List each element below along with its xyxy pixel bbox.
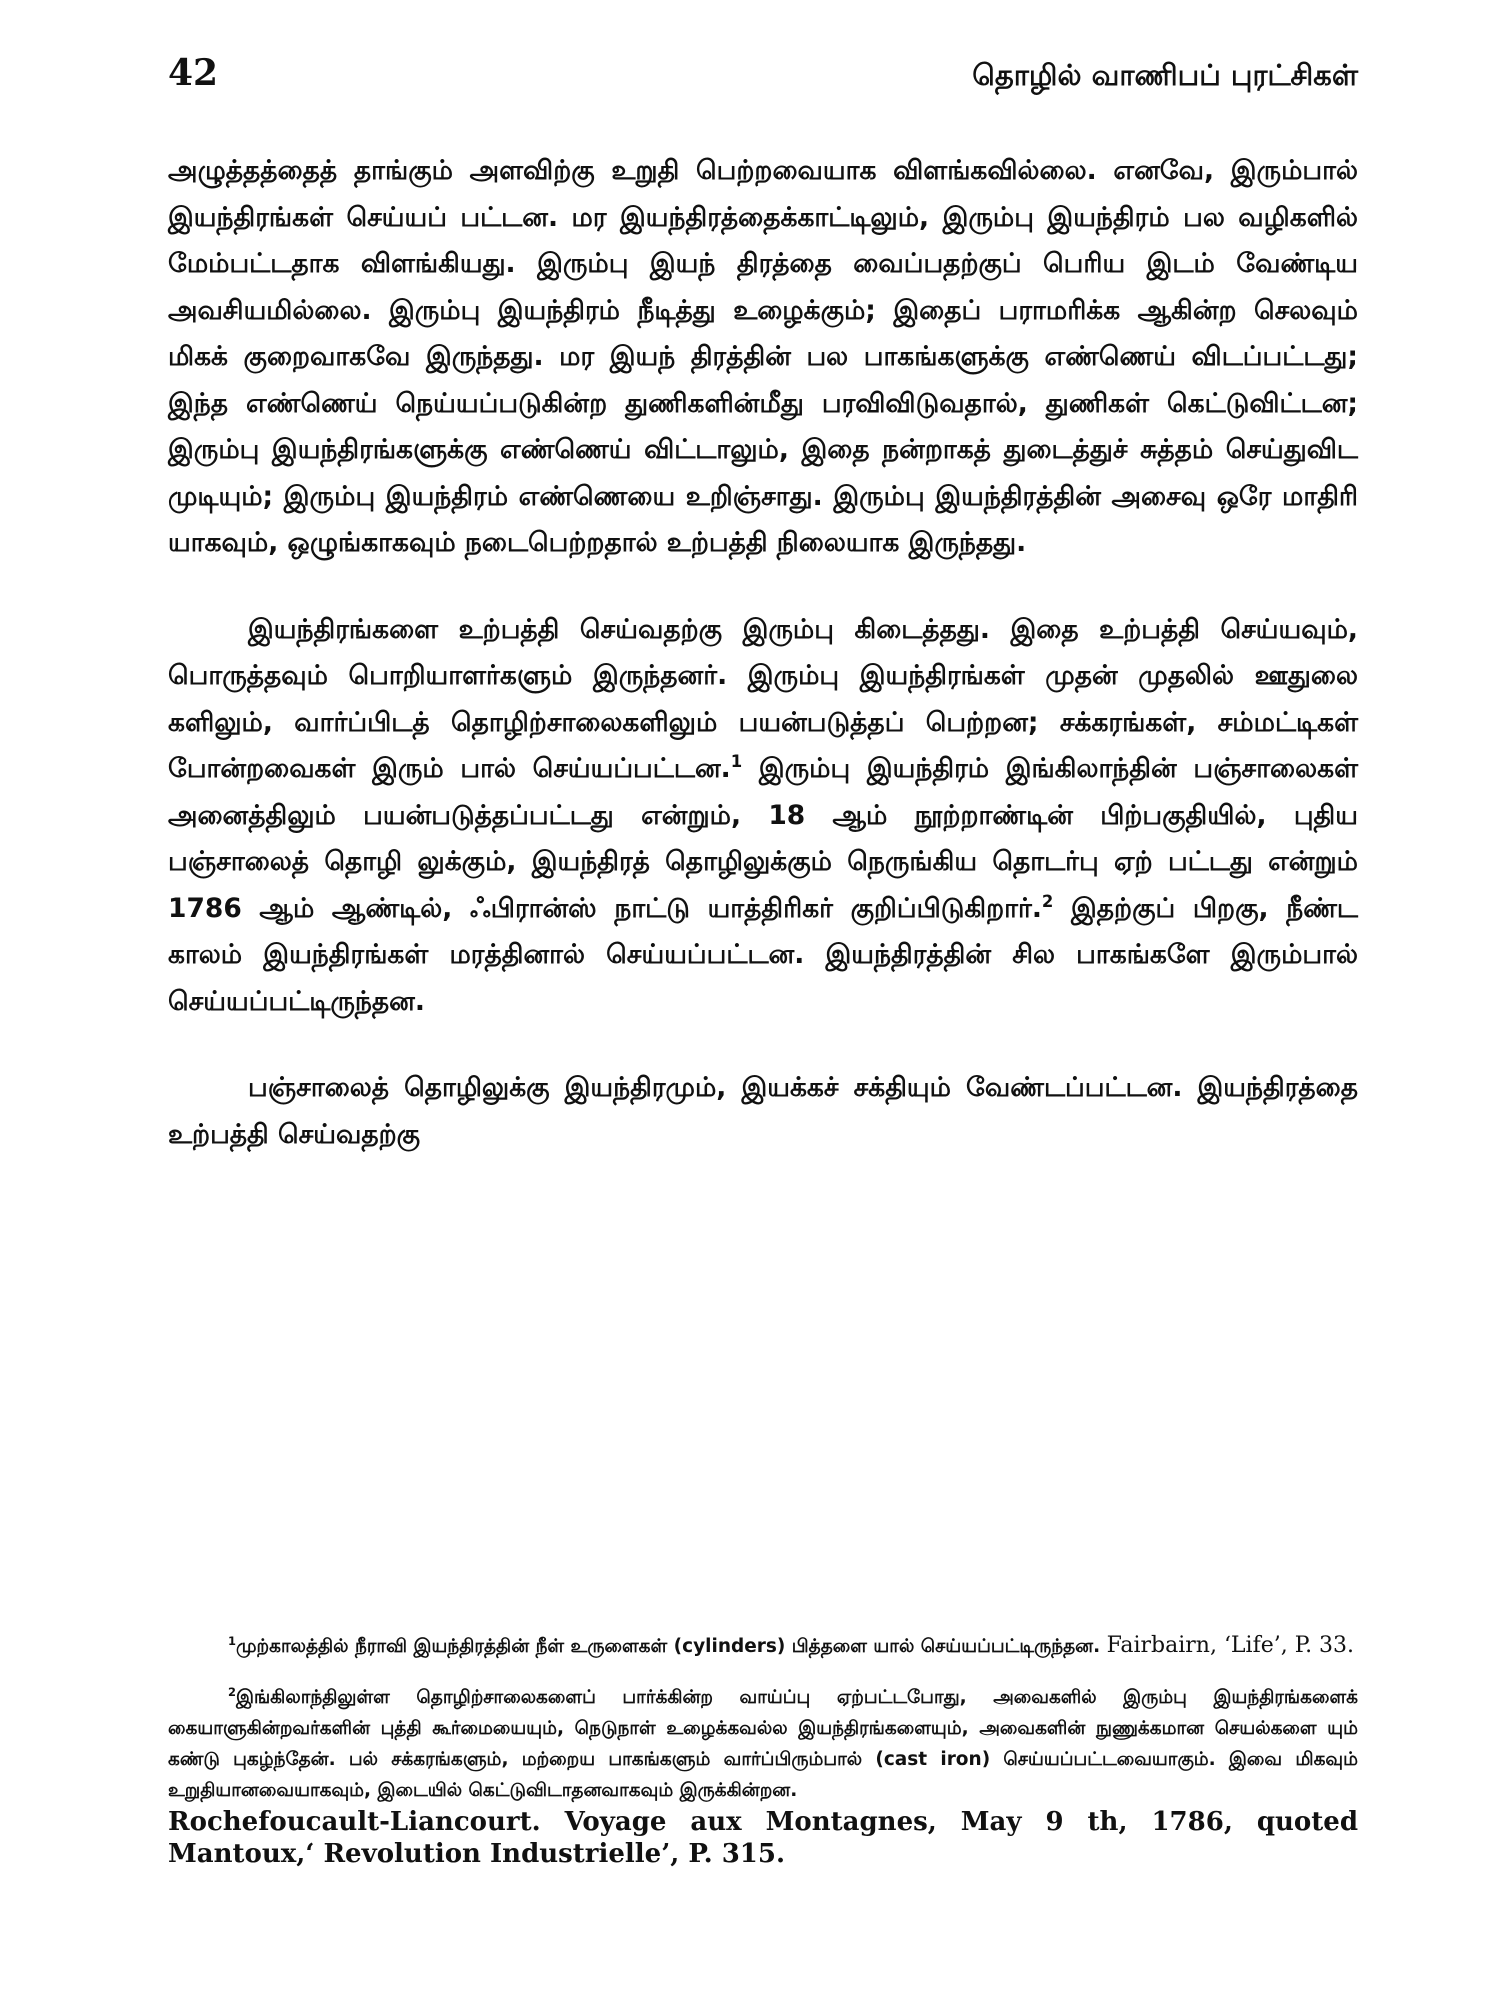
footnote-2 (168, 1682, 1358, 1870)
paragraph-1: அழுத்தத்தைத் தாங்கும் அளவிற்கு உறுதி பெற்றவையாக விளங்கவில்லை. எனவே, இரும்பால் இயந்திரங்கள் செய்யப் பட்டன. மர இயந்திரத்தைக்காட்டிலும், இரும்பு இயந்திரம் பல வழிகளில் மேம்பட்டதாக விளங்கியது. இரும்பு இயந் திரத்தை வைப்பதற்குப் பெரிய இடம் வேண்டிய அவசியமில்லை. இரும்பு இயந்திரம் நீடித்து உழைக்கும்; இதைப் பராமரிக்க ஆகின்ற செலவும் மிகக் குறைவாகவே இருந்தது. மர இயந் திரத்தின் பல பாகங்களுக்கு எண்ணெய் விடப்பட்டது; இந்த எண்ணெய் நெய்யப்படுகின்ற துணிகளின்மீது பரவிவிடுவதால், துணிகள் கெட்டுவிட்டன; இரும்பு இயந்திரங்களுக்கு எண்ணெய் விட்டாலும், இதை நன்றாகத் துடைத்துச் சுத்தம் செய்துவிட முடியும்; இரும்பு இயந்திரம் எண்ணெயை உறிஞ்சாது. இரும்பு இயந்திரத்தின் அசைவு ஒரே மாதிரி யாகவும், ஒழுங்காகவும் நடைபெற்றதால் உற்பத்தி நிலையாக இருந்தது. (168, 155, 1358, 558)
footnote-2-citation: Rochefoucault-Liancourt. Voyage aux Montagnes, May 9 th, 1786, quoted Mantoux,‘ Revolution Industrielle’, P. 315. (168, 1807, 1358, 1869)
paragraph-3: பஞ்சாலைத் தொழிலுக்கு இயந்திரமும், இயக்கச் சக்தியும் வேண்டப்பட்டன. இயந்திரத்தை உற்பத்தி செய்வதற்கு (168, 1072, 1358, 1150)
footnote-1-text: முற்காலத்தில் நீராவி இயந்திரத்தின் நீள் உருளைகள் (cylinders) பித்தளை யால் செய்யப்பட்டிருந்தன. (235, 1636, 1101, 1657)
footnote-1-marker: 1 (228, 1633, 236, 1648)
body-text (168, 148, 1358, 1158)
running-title: தொழில் வாணிபப் புரட்சிகள் (972, 58, 1358, 92)
page-header (168, 52, 1358, 96)
footnote-2-text: இங்கிலாந்திலுள்ள தொழிற்சாலைகளைப் பார்க்கின்ற வாய்ப்பு ஏற்பட்டபோது, அவைகளில் இரும்பு இயந்திரங்களைக் கையாளுகின்றவர்களின் புத்தி கூர்மையையும், நெடுநாள் உழைக்கவல்ல இயந்திரங்களையும், அவைகளின் நுணுக்கமான செயல்களை யும் கண்டு புகழ்ந்தேன். பல் சக்கரங்களும், மற்றைய பாகங்களும் வார்ப்பிரும்பால் (cast iron) செய்யப்பட்டவையாகும். இவை மிகவும் உறுதியானவையாகவும், இடையில் கெட்டுவிடாதனவாகவும் இருக்கின்றன. (168, 1687, 1358, 1801)
footnotes (168, 1630, 1358, 1870)
footnote-2-marker: 2 (228, 1684, 236, 1699)
page-number: 42 (168, 52, 219, 94)
paragraph-2-part-1: இயந்திரங்களை உற்பத்தி செய்வதற்கு இரும்பு கிடைத்தது. இதை உற்பத்தி செய்யவும், பொருத்தவும் பொறியாளர்களும் இருந்தனர். இரும்பு இயந்திரங்கள் முதன் முதலில் ஊதுலை களிலும், வார்ப்பிடத் தொழிற்சாலைகளிலும் பயன்படுத்தப் பெற்றன; சக்கரங்கள், சம்மட்டிகள் போன்றவைகள் இரும் பால் செய்யப்பட்டன. (168, 613, 1358, 784)
footnote-1 (168, 1630, 1358, 1662)
paragraph-2-part-2: இரும்பு இயந்திரம் இங்கிலாந்தின் பஞ்சாலைகள் அனைத்திலும் பயன்படுத்தப்பட்டது என்றும், 18 ஆம் நூற்றாண்டின் பிற்பகுதியில், புதிய பஞ்சாலைத் தொழி லுக்கும், இயந்திரத் தொழிலுக்கும் நெருங்கிய தொடர்பு ஏற் பட்டது என்றும் 1786 ஆம் ஆண்டில், ஃபிரான்ஸ் நாட்டு யாத்திரிகர் குறிப்பிடுகிறார். (168, 753, 1358, 924)
footnote-ref-2: 2 (1041, 891, 1054, 911)
footnote-1-citation: Fairbairn, ‘Life’, P. 33. (1106, 1633, 1355, 1658)
paragraph-2-part-3: இதற்குப் பிறகு, நீண்ட காலம் இயந்திரங்கள் மரத்தினால் செய்யப்பட்டன. இயந்திரத்தின் சில பாகங்களே இரும்பால் செய்யப்பட்டிருந்தன. (168, 892, 1359, 1017)
paragraph-2 (168, 607, 1358, 1026)
footnote-ref-1: 1 (730, 752, 743, 772)
